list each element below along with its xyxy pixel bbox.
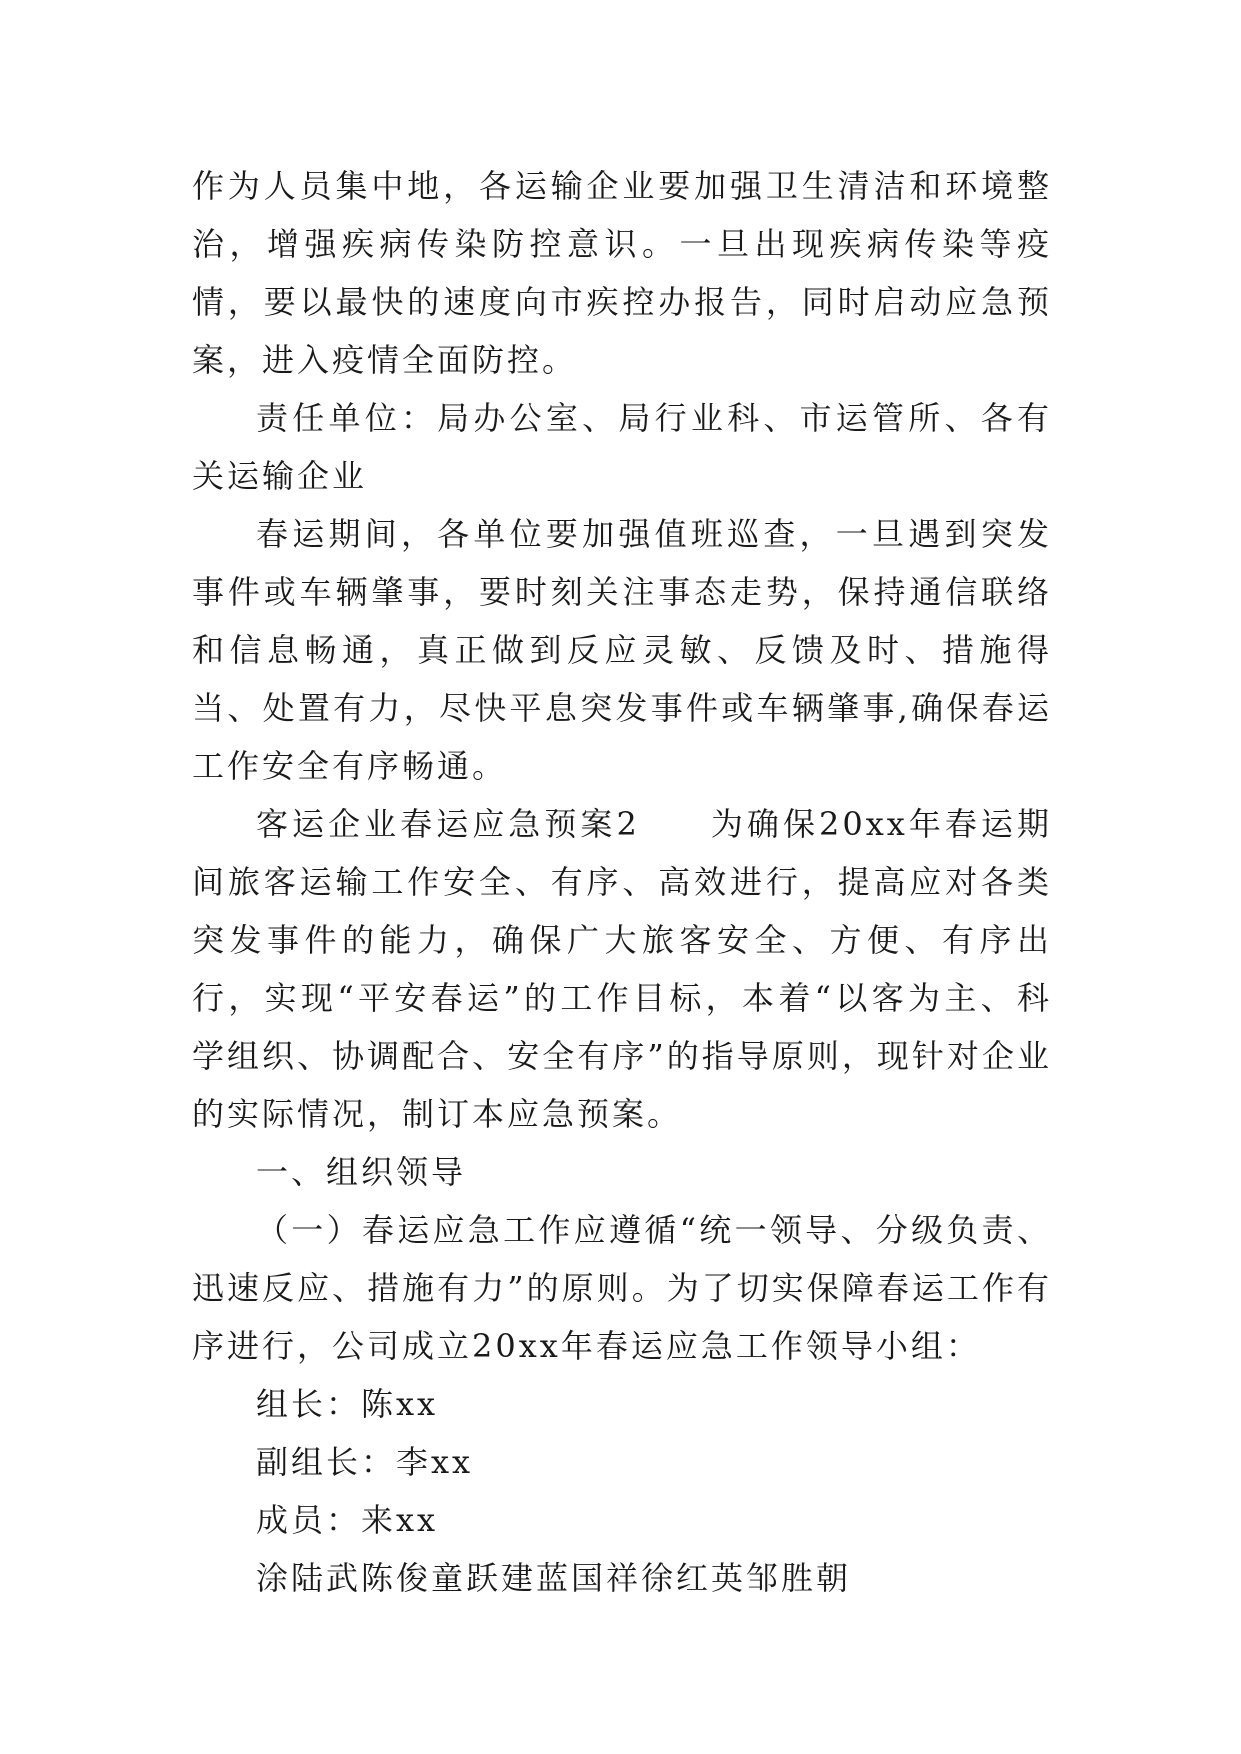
paragraph-plan-2-intro: [192, 795, 1052, 1143]
paragraph-duty-patrol: 春运期间，各单位要加强值班巡查，一旦遇到突发事件或车辆肇事，要时刻关注事态走势，保持通信联络和信息畅通，真正做到反应灵敏、反馈及时、措施得当、处置有力，尽快平息突发事件或车辆肇事,确保春运工作安全有序畅通。: [192, 515, 1052, 785]
members-line: 成员：来xx: [256, 1501, 439, 1539]
deputy-leader-line: 副组长：李xx: [256, 1443, 474, 1481]
plan-2-title: 客运企业春运应急预案2: [256, 805, 640, 843]
paragraph-epidemic-control: 作为人员集中地，各运输企业要加强卫生清洁和环境整治，增强疾病传染防控意识。一旦出现疾病传染等疫情，要以最快的速度向市疾控办报告，同时启动应急预案，进入疫情全面防控。: [192, 167, 1052, 379]
plan-2-purpose: 为确保20xx年春运期间旅客运输工作安全、有序、高效进行，提高应对各类突发事件的能力，确保广大旅客安全、方便、有序出行，实现“平安春运”的工作目标，本着“以客为主、科学组织、协调配合、安全有序”的指导原则，现针对企业的实际情况，制订本应急预案。: [192, 805, 1052, 1133]
paragraph-responsible-units: 责任单位：局办公室、局行业科、市运管所、各有关运输企业: [192, 399, 1052, 495]
paragraph-principles: （一）春运应急工作应遵循“统一领导、分级负责、迅速反应、措施有力”的原则。为了切实保障春运工作有序进行，公司成立20xx年春运应急工作领导小组：: [192, 1211, 1052, 1365]
document-body: [192, 157, 1052, 1607]
members-names-line: 涂陆武陈俊童跃建蓝国祥徐红英邹胜朝: [256, 1559, 852, 1597]
team-leader-line: 组长：陈xx: [256, 1385, 439, 1423]
section-heading-organization: 一、组织领导: [256, 1153, 467, 1191]
